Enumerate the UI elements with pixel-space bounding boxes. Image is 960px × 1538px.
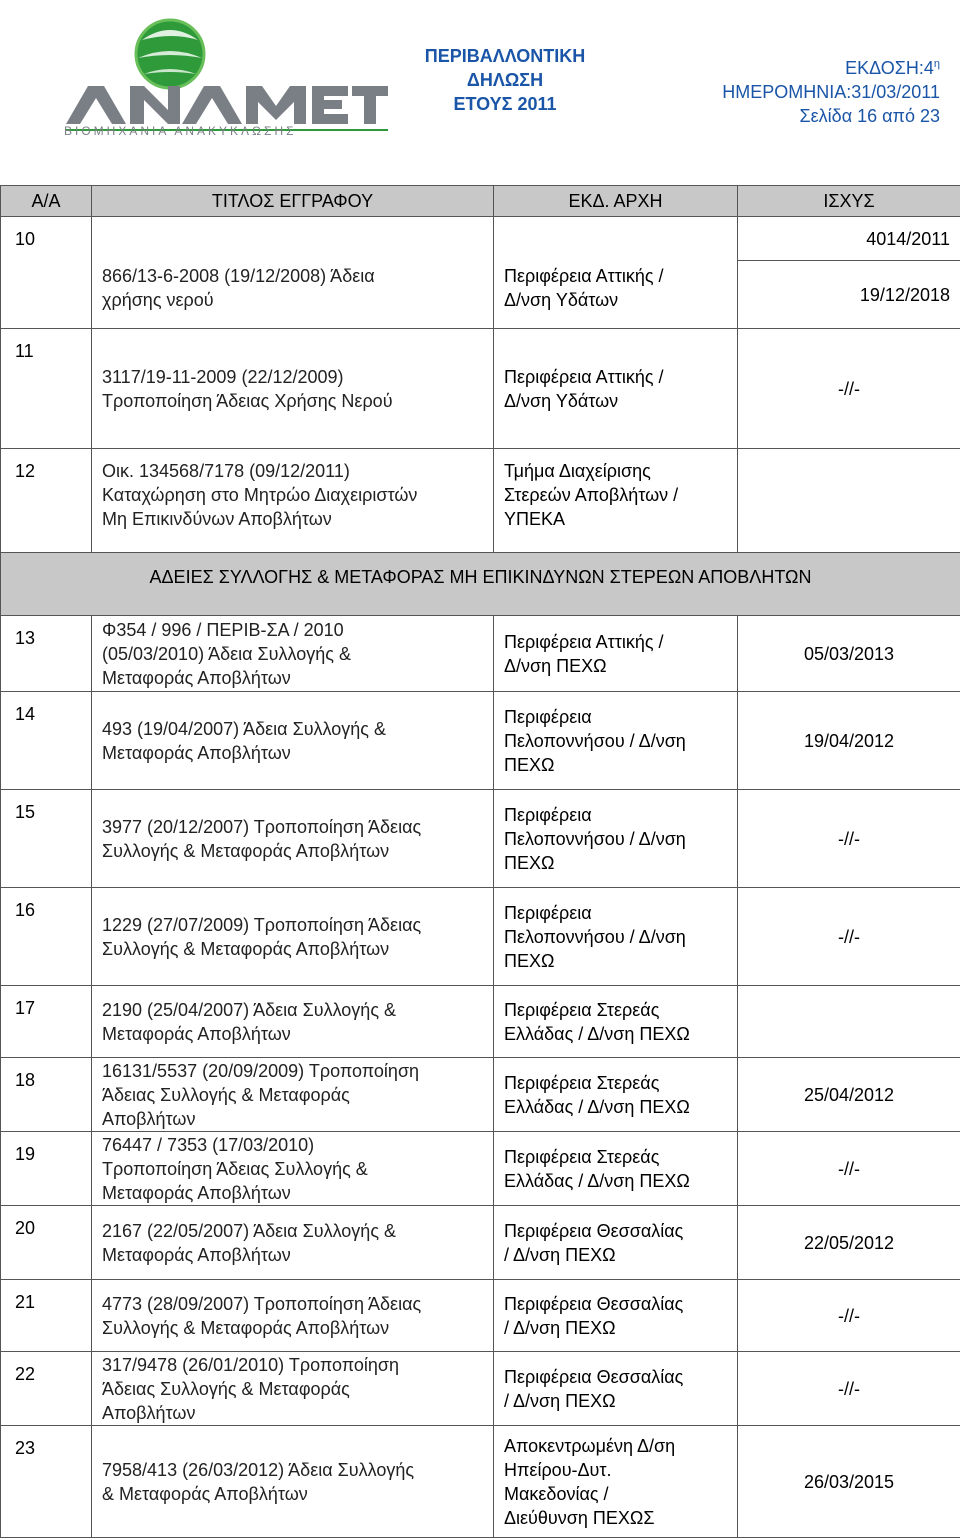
- table-cell-authority: Περιφέρεια Πελοποννήσου / Δ/νση ΠΕΧΩ: [494, 888, 738, 986]
- section-title: ΑΔΕΙΕΣ ΣΥΛΛΟΓΗΣ & ΜΕΤΑΦΟΡΑΣ ΜΗ ΕΠΙΚΙΝΔΥΝΩΝ ΣΤΕΡΕΩΝ ΑΠΟΒΛΗΤΩΝ: [1, 553, 960, 616]
- table-cell-authority: Περιφέρεια Στερεάς Ελλάδας / Δ/νση ΠΕΧΩ: [494, 986, 738, 1058]
- table-cell-authority: Περιφέρεια Στερεάς Ελλάδας / Δ/νση ΠΕΧΩ: [494, 1058, 738, 1132]
- table-cell-title: 76447 / 7353 (17/03/2010) Τροποποίηση Άδειας Συλλογής & Μεταφοράς Αποβλήτων: [92, 1132, 494, 1206]
- table-cell-validity: -//-: [738, 790, 960, 888]
- table-cell-title: 7958/413 (26/03/2012) Άδεια Συλλογής & Μεταφοράς Αποβλήτων: [92, 1426, 494, 1538]
- table-cell-validity: 22/05/2012: [738, 1206, 960, 1280]
- table-cell-authority: Περιφέρεια Πελοποννήσου / Δ/νση ΠΕΧΩ: [494, 692, 738, 790]
- table-cell-num: 18: [1, 1058, 92, 1132]
- table-cell-authority: Αποκεντρωμένη Δ/ση Ηπείρου-Δυτ. Μακεδονίας / Διεύθυνση ΠΕΧΩΣ: [494, 1426, 738, 1538]
- table-cell-title: 3117/19-11-2009 (22/12/2009) Τροποποίηση Άδειας Χρήσης Νερού: [92, 329, 494, 449]
- table-row: [1, 1426, 960, 1538]
- table-cell-title: 16131/5537 (20/09/2009) Τροποποίηση Άδειας Συλλογής & Μεταφοράς Αποβλήτων: [92, 1058, 494, 1132]
- document-meta: [640, 52, 940, 128]
- table-cell-num: 15: [1, 790, 92, 888]
- documents-table: [0, 185, 960, 1538]
- date-label: ΗΜΕΡΟΜΗΝΙΑ:31/03/2011: [640, 80, 940, 104]
- table-cell-validity: -//-: [738, 1352, 960, 1426]
- table-cell-authority: Περιφέρεια Αττικής / Δ/νση ΠΕΧΩ: [494, 616, 738, 692]
- table-cell-num: 23: [1, 1426, 92, 1538]
- table-cell-title: 3977 (20/12/2007) Τροποποίηση Άδειας Συλλογής & Μεταφοράς Αποβλήτων: [92, 790, 494, 888]
- table-cell-num: 21: [1, 1280, 92, 1352]
- table-cell-num: 12: [1, 449, 92, 553]
- table-cell-title: 1229 (27/07/2009) Τροποποίηση Άδειας Συλλογής & Μεταφοράς Αποβλήτων: [92, 888, 494, 986]
- title-line: ΠΕΡΙΒΑΛΛΟΝΤΙΚΗ: [420, 44, 590, 68]
- table-row: [1, 692, 960, 790]
- title-line: ΔΗΛΩΣΗ: [420, 68, 590, 92]
- table-cell-validity: -//-: [738, 888, 960, 986]
- table-cell-authority: Τμήμα Διαχείρισης Στερεών Αποβλήτων / ΥΠΕΚΑ: [494, 449, 738, 553]
- column-header-authority: ΕΚΔ. ΑΡΧΗ: [494, 186, 738, 217]
- column-header-validity: ΙΣΧΥΣ: [738, 186, 960, 217]
- version-label: $EK\Delta O\Sigma H:4^\eta$: [640, 52, 940, 80]
- column-header-title: ΤΙΤΛΟΣ ΕΓΓΡΑΦΟΥ: [92, 186, 494, 217]
- table-row: [1, 449, 960, 553]
- table-row: [1, 1132, 960, 1206]
- table-cell-title: 4773 (28/09/2007) Τροποποίηση Άδειας Συλλογής & Μεταφοράς Αποβλήτων: [92, 1280, 494, 1352]
- table-cell-validity: -//-: [738, 1280, 960, 1352]
- table-row: [1, 1280, 960, 1352]
- section-header-row: [1, 553, 960, 616]
- table-row: [1, 329, 960, 449]
- table-cell-authority: Περιφέρεια Αττικής / Δ/νση Υδάτων: [494, 329, 738, 449]
- table-cell-num: 20: [1, 1206, 92, 1280]
- table-cell-validity: 25/04/2012: [738, 1058, 960, 1132]
- table-row: [1, 986, 960, 1058]
- table-cell-num: 10: [1, 217, 92, 329]
- logo-wordmark: [66, 86, 388, 124]
- table-cell-authority: Περιφέρεια Θεσσαλίας / Δ/νση ΠΕΧΩ: [494, 1206, 738, 1280]
- table-row: [1, 790, 960, 888]
- document-title: [420, 44, 590, 116]
- table-cell-title: 2167 (22/05/2007) Άδεια Συλλογής & Μεταφοράς Αποβλήτων: [92, 1206, 494, 1280]
- table-cell-validity: 19/04/2012: [738, 692, 960, 790]
- table-cell-num: 14: [1, 692, 92, 790]
- table-cell-title: 2190 (25/04/2007) Άδεια Συλλογής & Μεταφοράς Αποβλήτων: [92, 986, 494, 1058]
- table-cell-validity: [738, 986, 960, 1058]
- table-row: [1, 616, 960, 692]
- table-cell-num: 16: [1, 888, 92, 986]
- table-cell-num: 22: [1, 1352, 92, 1426]
- table-cell-title: Οικ. 134568/7178 (09/12/2011) Καταχώρηση στο Μητρώο Διαχειριστών Μη Επικινδύνων Αποβλήτων: [92, 449, 494, 553]
- table-cell-title: 866/13-6-2008 (19/12/2008) Άδεια χρήσης νερού: [92, 217, 494, 329]
- table-cell-authority: Περιφέρεια Θεσσαλίας / Δ/νση ΠΕΧΩ: [494, 1352, 738, 1426]
- table-header-row: [1, 186, 960, 217]
- table-row: [1, 217, 960, 261]
- table-row: [1, 1206, 960, 1280]
- table-cell-title: Φ354 / 996 / ΠΕΡΙΒ-ΣΑ / 2010 (05/03/2010) Άδεια Συλλογής & Μεταφοράς Αποβλήτων: [92, 616, 494, 692]
- logo-tagline-text: ΒΙΟΜΗΧΑΝΙΑ ΑΝΑΚΥΚΛΩΣΗΣ: [64, 124, 394, 138]
- table-cell-num: 17: [1, 986, 92, 1058]
- table-body: [1, 217, 960, 1538]
- table-cell-title: 317/9478 (26/01/2010) Τροποποίηση Άδειας Συλλογής & Μεταφοράς Αποβλήτων: [92, 1352, 494, 1426]
- table-cell-num: 13: [1, 616, 92, 692]
- table-cell-validity: 05/03/2013: [738, 616, 960, 692]
- table-row: [1, 1058, 960, 1132]
- title-line: ΕΤΟΥΣ 2011: [420, 92, 590, 116]
- table-cell-validity: 4014/2011: [738, 217, 960, 261]
- recycle-leaf-icon: [136, 20, 204, 88]
- table-cell-num: 11: [1, 329, 92, 449]
- table-cell-authority: Περιφέρεια Θεσσαλίας / Δ/νση ΠΕΧΩ: [494, 1280, 738, 1352]
- table-cell-authority: Περιφέρεια Αττικής / Δ/νση Υδάτων: [494, 217, 738, 329]
- table-cell-validity: -//-: [738, 329, 960, 449]
- table-cell-validity: 26/03/2015: [738, 1426, 960, 1538]
- table-cell-validity: -//-: [738, 1132, 960, 1206]
- table-cell-num: 19: [1, 1132, 92, 1206]
- page-number: Σελίδα 16 από 23: [640, 104, 940, 128]
- table-cell-title: 493 (19/04/2007) Άδεια Συλλογής & Μεταφοράς Αποβλήτων: [92, 692, 494, 790]
- table-cell-authority: Περιφέρεια Στερεάς Ελλάδας / Δ/νση ΠΕΧΩ: [494, 1132, 738, 1206]
- table-cell-validity: [738, 449, 960, 553]
- page-header: [0, 0, 960, 185]
- table-cell-validity: 19/12/2018: [738, 261, 960, 329]
- table-cell-authority: Περιφέρεια Πελοποννήσου / Δ/νση ΠΕΧΩ: [494, 790, 738, 888]
- table-row: [1, 1352, 960, 1426]
- column-header-aa: Α/Α: [1, 186, 92, 217]
- table-row: [1, 888, 960, 986]
